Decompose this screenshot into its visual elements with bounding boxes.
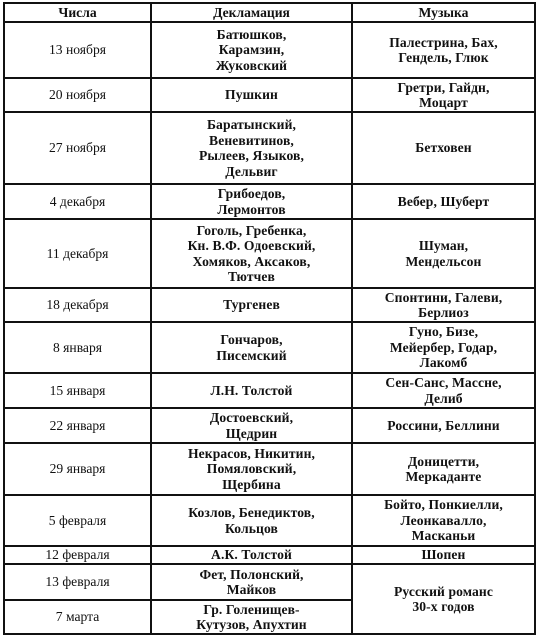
- declamation-line: Дельвиг: [225, 163, 278, 179]
- music-line: Леонкавалло,: [400, 512, 487, 528]
- declamation-line: Достоевский,: [209, 410, 294, 425]
- date-cell: 7 марта: [4, 600, 151, 634]
- table-row: [4, 219, 535, 288]
- declamation-line: Рылеев, Языков,: [199, 148, 304, 163]
- music-line: Масканьи: [411, 528, 476, 544]
- declamation-line: Лермонтов: [217, 201, 286, 217]
- declamation-line: Майков: [226, 582, 277, 597]
- table-row: [4, 322, 535, 373]
- music-line: Меркаданте: [405, 469, 482, 484]
- music-line: Берлиоз: [418, 305, 469, 320]
- music-line: Бетховен: [415, 140, 472, 156]
- music-cell: [352, 495, 535, 546]
- table-header: [4, 3, 535, 22]
- music-line: Гретри, Гайдн,: [397, 79, 490, 95]
- music-cell: [352, 22, 535, 78]
- schedule-table: [3, 2, 536, 635]
- music-cell: [352, 112, 535, 184]
- declamation-cell: [151, 112, 352, 184]
- declamation-line: Гоголь, Гребенка,: [196, 222, 307, 238]
- declamation-cell: [151, 564, 352, 600]
- declamation-line: Тютчев: [228, 269, 275, 284]
- declamation-line: Пушкин: [225, 87, 278, 103]
- table-body: [4, 22, 535, 634]
- table-row: [4, 373, 535, 408]
- music-line: Мейербер, Годар,: [389, 339, 498, 355]
- declamation-line: Гончаров,: [220, 332, 283, 347]
- declamation-cell: [151, 495, 352, 546]
- declamation-cell: [151, 443, 352, 495]
- date-cell: 13 ноября: [4, 22, 151, 78]
- music-line: Палестрина, Бах,: [389, 34, 498, 50]
- declamation-line: Фет, Полонский,: [199, 566, 304, 582]
- header-music: Музыка: [352, 3, 535, 22]
- declamation-line: Щербина: [222, 476, 281, 492]
- date-cell: 12 февраля: [4, 546, 151, 564]
- date-cell: 20 ноября: [4, 78, 151, 112]
- declamation-line: Л.Н. Толстой: [210, 382, 293, 398]
- declamation-line: А.К. Толстой: [211, 547, 292, 563]
- date-cell: 13 февраля: [4, 564, 151, 600]
- music-line: 30-х годов: [412, 599, 475, 614]
- declamation-line: Кн. В.Ф. Одоевский,: [187, 238, 316, 253]
- music-line: Моцарт: [419, 95, 468, 110]
- declamation-line: Баратынский,: [206, 117, 297, 132]
- music-cell: [352, 184, 535, 219]
- declamation-line: Тургенев: [223, 297, 280, 313]
- music-line: Сен-Санс, Массне,: [385, 375, 502, 390]
- music-cell: [352, 322, 535, 373]
- declamation-line: Козлов, Бенедиктов,: [188, 505, 315, 520]
- music-cell: [352, 288, 535, 322]
- music-line: Русский романс: [394, 583, 493, 599]
- declamation-line: Помяловский,: [206, 461, 297, 477]
- music-cell: [352, 78, 535, 112]
- table-row: [4, 564, 535, 600]
- declamation-cell: [151, 600, 352, 634]
- table-row: [4, 443, 535, 495]
- declamation-line: Жуковский: [215, 57, 288, 73]
- music-line: Доницетти,: [407, 453, 480, 469]
- declamation-cell: [151, 22, 352, 78]
- music-cell: [352, 546, 535, 564]
- date-cell: 22 января: [4, 408, 151, 443]
- table-row: [4, 495, 535, 546]
- date-cell: 4 декабря: [4, 184, 151, 219]
- table-row: [4, 184, 535, 219]
- music-line: Спонтини, Галеви,: [384, 289, 503, 305]
- table-row: [4, 78, 535, 112]
- date-cell: 8 января: [4, 322, 151, 373]
- date-cell: 5 февраля: [4, 495, 151, 546]
- table-row: [4, 112, 535, 184]
- music-line: Делиб: [424, 390, 463, 406]
- music-line: Гендель, Глюк: [398, 50, 489, 65]
- declamation-line: Кольцов: [225, 520, 278, 536]
- header-dates: Числа: [4, 3, 151, 22]
- declamation-cell: [151, 288, 352, 322]
- declamation-cell: [151, 219, 352, 288]
- music-cell: [352, 408, 535, 443]
- declamation-line: Кутузов, Апухтин: [196, 617, 307, 632]
- declamation-line: Некрасов, Никитин,: [187, 445, 316, 461]
- declamation-line: Писемский: [216, 347, 287, 363]
- table-row: [4, 408, 535, 443]
- music-line: Вебер, Шуберт: [397, 193, 490, 209]
- date-cell: 27 ноября: [4, 112, 151, 184]
- header-row: [4, 3, 535, 22]
- music-cell: [352, 564, 535, 634]
- date-cell: 18 декабря: [4, 288, 151, 322]
- music-line: Лакомб: [419, 355, 468, 371]
- declamation-cell: [151, 78, 352, 112]
- music-line: Мендельсон: [405, 253, 482, 269]
- music-line: Шуман,: [418, 238, 469, 253]
- music-line: Россини, Беллини: [387, 417, 500, 433]
- table-row: [4, 288, 535, 322]
- declamation-line: Хомяков, Аксаков,: [192, 253, 311, 269]
- declamation-line: Щедрин: [225, 425, 278, 441]
- declamation-cell: [151, 322, 352, 373]
- declamation-cell: [151, 546, 352, 564]
- date-cell: 29 января: [4, 443, 151, 495]
- music-cell: [352, 219, 535, 288]
- declamation-line: Гр. Голенищев-: [203, 601, 300, 617]
- table-row: [4, 546, 535, 564]
- music-line: Бойто, Понкиелли,: [384, 497, 503, 513]
- music-line: Гуно, Бизе,: [408, 324, 479, 340]
- declamation-cell: [151, 408, 352, 443]
- date-cell: 15 января: [4, 373, 151, 408]
- table-row: [4, 22, 535, 78]
- music-line: Шопен: [421, 547, 466, 563]
- declamation-line: Карамзин,: [218, 42, 285, 58]
- declamation-cell: [151, 184, 352, 219]
- declamation-line: Батюшков,: [216, 26, 287, 42]
- declamation-line: Веневитинов,: [209, 132, 294, 148]
- declamation-cell: [151, 373, 352, 408]
- declamation-line: Грибоедов,: [217, 186, 286, 201]
- music-cell: [352, 373, 535, 408]
- header-declamation: Декламация: [151, 3, 352, 22]
- date-cell: 11 декабря: [4, 219, 151, 288]
- music-cell: [352, 443, 535, 495]
